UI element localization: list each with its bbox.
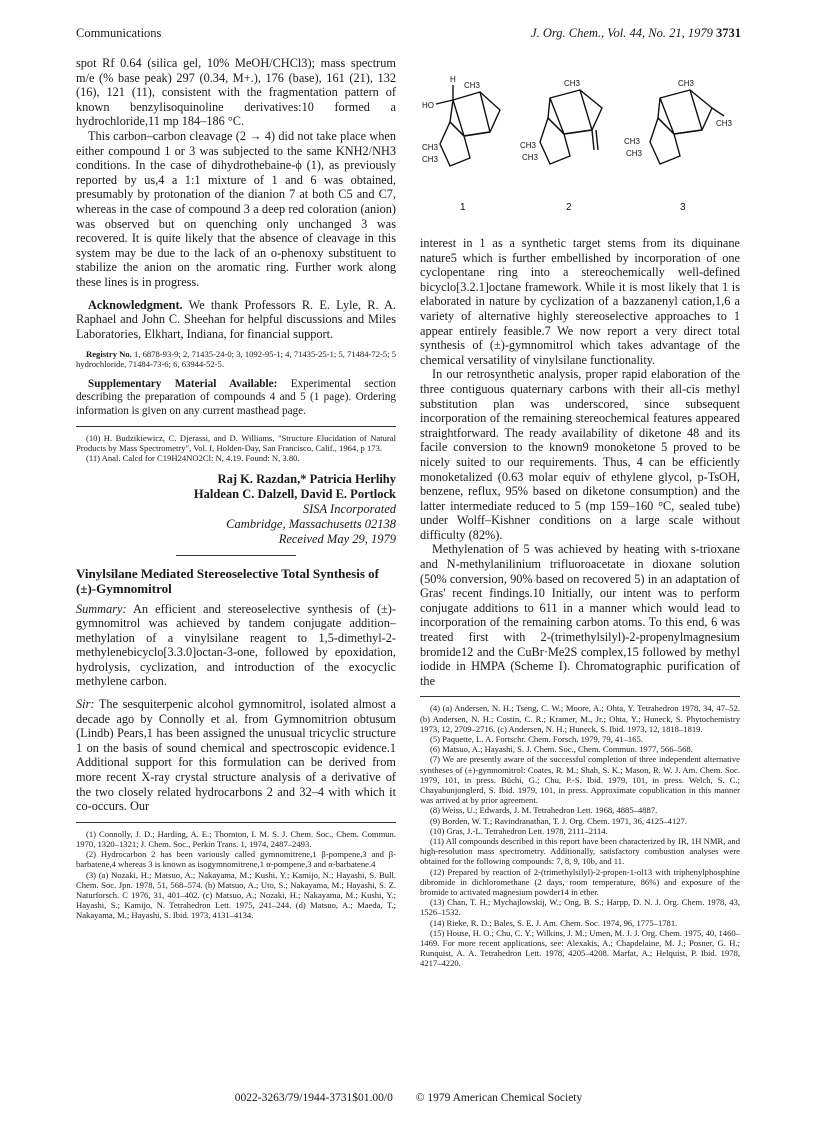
structure-label-1: 1 (460, 202, 466, 213)
footnote-7: (7) We are presently aware of the successful completion of three independent alternative syntheses of (±)-gymnomitrol: Coates, R. M.; Shah, S. K.; Mason, R. W. J. Am. Chem. Soc. 1979, 101, in press. Büchi, G.; Chu, P.-S. Ibid. 1979, 101, in press. Welch, S. C.; Chayabunjonglerd, S. Ibid. 1979, 101, in press. Approximate copublication in this manner was arrived at by prior agreement. (420, 754, 740, 806)
copyright: © 1979 American Chemical Society (415, 1092, 583, 1104)
ch3-label: CH3 (678, 79, 695, 88)
footnote-divider (76, 426, 396, 427)
article-divider (176, 555, 296, 556)
structure-2 (520, 79, 602, 213)
ch3-label: CH3 (422, 155, 439, 164)
footnote-4: (4) (a) Andersen, N. H.; Tseng, C. W.; Moore, A.; Ohta, Y. Tetrahedron 1978, 34, 47–52. (b) Andersen, N. H.; Costin, C. R.; Kramer, M., Jr.; Ohta, Y.; Huneck, S. Phytochemistry 1973, 12, 2709–2716. (c) Andersen, N. H.; Huneck, S. Ibid. 1973, 12, 1818–1819. (420, 703, 740, 734)
h-label: H (450, 75, 456, 84)
page-number: 3731 (716, 26, 741, 40)
footnote-5: (5) Paquette, L. A. Fortschr. Chem. Forsch. 1979, 79, 41–165. (430, 734, 643, 745)
footnote-10-right: (10) Gras, J.-L. Tetrahedron Lett. 1978, 2111–2114. (430, 825, 608, 836)
summary-text: An efficient and stereoselective synthesis of (±)-gymnomitrol was achieved by tandem conjugate addition–methylation of a vinylsilane reagent to 1,5-dimethyl-2-methylenebicyclo[3.3.0]octan-3-one, followed by epoxidation, hydrolysis, cyclization, and introduction of the exocyclic methylene carbon. (76, 601, 396, 689)
registry-label: Registry No. (86, 349, 132, 360)
paragraph-methylenation: Methylenation of 5 was achieved by heating with s-trioxane and N-methylanilinium trifluoroacetate in dioxane solution (50% conversion, 90% based on recovered 5) in an adaptation of Gras' recent findings.10 Initially, our intent was to perform conjugate additions to 611 in a manner which would lead to incorporation of the remaining carbon atoms. To this end, 6 was treated first with 2-(trimethylsilyl)-2-propenylmagnesium bromide12 and the CuBr·Me2S complex,15 followed by methyl iodide in HMPA (Scheme I). Chromatographic purification of the (420, 542, 740, 688)
article-code: 0022-3263/79/1944-3731$01.00/0 (234, 1092, 393, 1104)
footnote-11: (11) Anal. Calcd for C19H24NO2Cl: N, 4.19. Found: N, 3.80. (86, 453, 300, 464)
left-column (76, 56, 396, 921)
footnote-12: (12) Prepared by reaction of 2-(trimethylsilyl)-2-propen-1-ol13 with triphenylphosphine dibromide in dichloromethane (2 days, room temperature, 86%) and exposure of the bromide to activated magnesium powder14 in ether. (420, 866, 740, 898)
footnote-8: (8) Weiss, U.; Edwards, J. M. Tetrahedron Lett. 1968, 4885–4887. (430, 805, 658, 816)
paragraph-interest: interest in 1 as a synthetic target stems from its diquinane nature5 which is further embellished by incorporation of one cyclopentane ring into a stereochemically well-defined bicyclo[3.2.1]octane framework. While it is most likely that 1 is elaborated in nature by cyclization of a bazzanenyl cation,1,6 a variety of alternative highly stereoselective approaches to 1 appear entirely feasible.7 We now report a very direct total synthesis of (±)-gymnomitrol which takes advantage of the chemical versatility of vinylsilane functionality. (420, 236, 740, 367)
footnote-11-right: (11) All compounds described in this report have been characterized by IR, 1H NMR, and high-resolution mass spectrometry. Additionally, satisfactory combustion analyses were obtained for the following compounds: 7, 8, 9, 10b, and 11. (420, 836, 740, 867)
paragraph-continued: spot Rf 0.64 (silica gel, 10% MeOH/CHCl3); mass spectrum m/e (% base peak) 297 (0.34, M+.), 176 (base), 161 (21), 132 (16), 121 (11), consistent with the fragmentation pattern of known benzylisoquinoline derivatives:10 formed a hydrochloride,11 mp 184–186 °C. (76, 56, 396, 129)
ch3-label: CH3 (520, 141, 537, 150)
article-title: Vinylsilane Mediated Stereoselective Total Synthesis of (±)-Gymnomitrol (76, 565, 379, 596)
ch3-label: CH3 (464, 81, 481, 90)
summary (76, 602, 396, 690)
right-column (420, 236, 740, 969)
ch3-label: CH3 (624, 137, 641, 146)
ch3-label: CH3 (564, 79, 581, 88)
paragraph-cleavage: This carbon–carbon cleavage (2 → 4) did not take place when either compound 1 or 3 was subjected to the same KNH2/NH3 conditions. In the case of dihydrothebaine-ϕ (1), as previously reported by us,4 a 1:1 mixture of 1 and 6 was obtained, presumably by protonation of the dianion 7 at both C5 and C7, whereas in the case of compound 3 a deep red coloration (anion) was observed but on quenching only unchanged 3 was recovered. It is quite likely that the absence of cleavage in this system may be due to the lack of an o-phenoxy substituent to stabilize the anion on the aromatic ring. Further work along these lines is in progress. (76, 128, 396, 289)
footnote-10: (10) H. Budzikiewicz, C. Djerassi, and D. Williams, "Structure Elucidation of Natural Products by Mass Spectrometry", Vol. I, Holden-Day, San Francisco, Calif., 1964, p 173. (76, 432, 396, 454)
sir-text: The sesquiterpenic alcohol gymnomitrol, isolated almost a decade ago by Connolly et al. from Gymnomitrion obtusum (Lindb) Pears,1 has been assigned the unusual tricyclic structure 1 on the basis of sound chemical and spectroscopic evidence.1 Additional support for this formulation can be derived from more recent X-ray crystal structure analysis of a derivative of the two closely related hydrocarbons 2 and 32–4 with which it co-occurs. Our (76, 697, 396, 814)
supp-text: Experimental section describing the preparation of compounds 4 and 5 (1 page). Ordering information is given on any current masthead page. (76, 377, 396, 417)
supp-label: Supplementary Material Available: (88, 377, 278, 390)
footnote-6: (6) Matsuo, A.; Hayashi, S. J. Chem. Soc., Chem. Commun. 1977, 566–568. (430, 744, 693, 755)
supplementary-material (76, 378, 396, 418)
ho-label: HO (422, 101, 434, 110)
running-header-left: Communications (76, 26, 162, 40)
structure-label-2: 2 (566, 202, 572, 213)
footnote-13: (13) Chan, T. H.; Mychajlowskij, W.; Ong, B. S.; Harpp, D. N. J. Org. Chem. 1978, 43, 1526–1532. (420, 897, 740, 918)
ch3-label: CH3 (716, 119, 733, 128)
footnote-1: (1) Connolly, J. D.; Harding, A. E.; Thornton, I. M. S. J. Chem. Soc., Chem. Commun. 1970, 1320–1321; J. Chem. Soc., Perkin Trans. 1, 1974, 2487–2493. (76, 828, 396, 850)
footnote-14: (14) Rieke, R. D.; Bales, S. E. J. Am. Chem. Soc. 1974, 96, 1775–1781. (430, 917, 678, 928)
footnote-15: (15) House, H. O.; Chu, C. Y.; Wilkins, J. M.; Umen, M. J. J. Org. Chem. 1975, 40, 1460–1469. For more recent applications, see: Alexakis, A.; Chapdelaine, M. J.; Posner, G. H.; Runquist, A. A. Tetrahedron Lett. 1978, 4205–4208. Marfat, A.; Helquist, P. Ibid. 1978, 4217–4220. (420, 927, 740, 969)
acknowledgment (76, 298, 396, 342)
footnote-9: (9) Borden, W. T.; Ravindranathan, T. J. Org. Chem. 1971, 36, 4125–4127. (430, 815, 687, 826)
affiliation-city: Cambridge, Massachusetts 02138 (226, 516, 396, 531)
paragraph-retrosynthesis: In our retrosynthetic analysis, proper rapid elaboration of the three contiguous quaternary carbons with their all-cis methyl substitution plan was underscored, since subsequent incorporation of the remaining stereochemical features appeared straightforward. The ready availability of diketone 48 and its facile conversion to the known9 monoketone 5 proved to be nicely suited to our requirements. Thus, 4 can be efficiently monoketalized (0.63 molar equiv of ethylene glycol, p-TsOH, benzene, reflux, 95% based on diketone consumption) and the latter intermediate reduced to 5 (mp 159–160 °C, sealed tube) under Wolff–Kishner conditions on a large scale without difficulty (82%). (420, 367, 740, 542)
structure-3 (624, 79, 733, 213)
running-header-right (531, 26, 741, 41)
author-names-1: Raj K. Razdan,* Patricia Herlihy (217, 471, 396, 486)
received-date: Received May 29, 1979 (278, 531, 396, 546)
page-footer (0, 1092, 817, 1104)
affiliation-org: SISA Incorporated (302, 501, 396, 516)
footnote-2: (2) Hydrocarbon 2 has been variously called gymnomitrene,1 β-pompene,3 and β-barbatene,4 whereas 3 is known as isogymnomitrene,1 α-pompene,3 and α-barbatene.4 (76, 849, 396, 870)
author-block (76, 472, 396, 547)
sir-label: Sir: (76, 697, 95, 712)
registry-text: 1, 6878-93-9; 2, 71435-24-0; 3, 1092-95-1; 4, 71435-25-1; 5, 71484-72-5; 5 hydrochloride, 71484-73-6; 6, 63944-52-5. (76, 349, 396, 370)
chemical-structures (420, 70, 740, 230)
footnote-divider-3 (420, 696, 740, 697)
registry-numbers (76, 349, 396, 369)
ch3-label: CH3 (626, 149, 643, 158)
sir-paragraph (76, 697, 396, 814)
acknowledgment-text: We thank Professors R. E. Lyle, R. A. Raphael and John C. Sheehan for helpful discussions and Miles Laboratories, Elkhart, Indiana, for financial support. (76, 297, 396, 341)
footnote-3: (3) (a) Nozaki, H.; Matsuo, A.; Nakayama, M.; Kushi, Y.; Kamijo, N.; Hayashi, S. Bull. Chem. Soc. Jpn. 1978, 51, 568–574. (b) Matsuo, A.; Uto, S.; Nakayama, M.; Hayashi, S. Z. Naturforsch. C 1976, 31, 401–402. (c) Matsuo, A.; Nozaki, H.; Nakayama, M.; Kushi, Y.; Hayashi, S.; Kamijo, N. Tetrahedron Lett. 1975, 241–244. (d) Matsuo, A.; Maeda, T.; Nakayama, M.; Hayashi, S. Ibid. 1973, 4131–4134. (76, 869, 396, 921)
author-names-2: Haldean C. Dalzell, David E. Portlock (193, 486, 396, 501)
structure-label-3: 3 (680, 202, 686, 213)
ch3-label: CH3 (522, 153, 539, 162)
summary-label: Summary: (76, 601, 127, 616)
journal-citation: J. Org. Chem., Vol. 44, No. 21, 1979 (531, 26, 713, 40)
footnote-divider-2 (76, 822, 396, 823)
structure-1 (422, 75, 500, 213)
acknowledgment-label: Acknowledgment. (88, 297, 183, 312)
ch3-label: CH3 (422, 143, 439, 152)
